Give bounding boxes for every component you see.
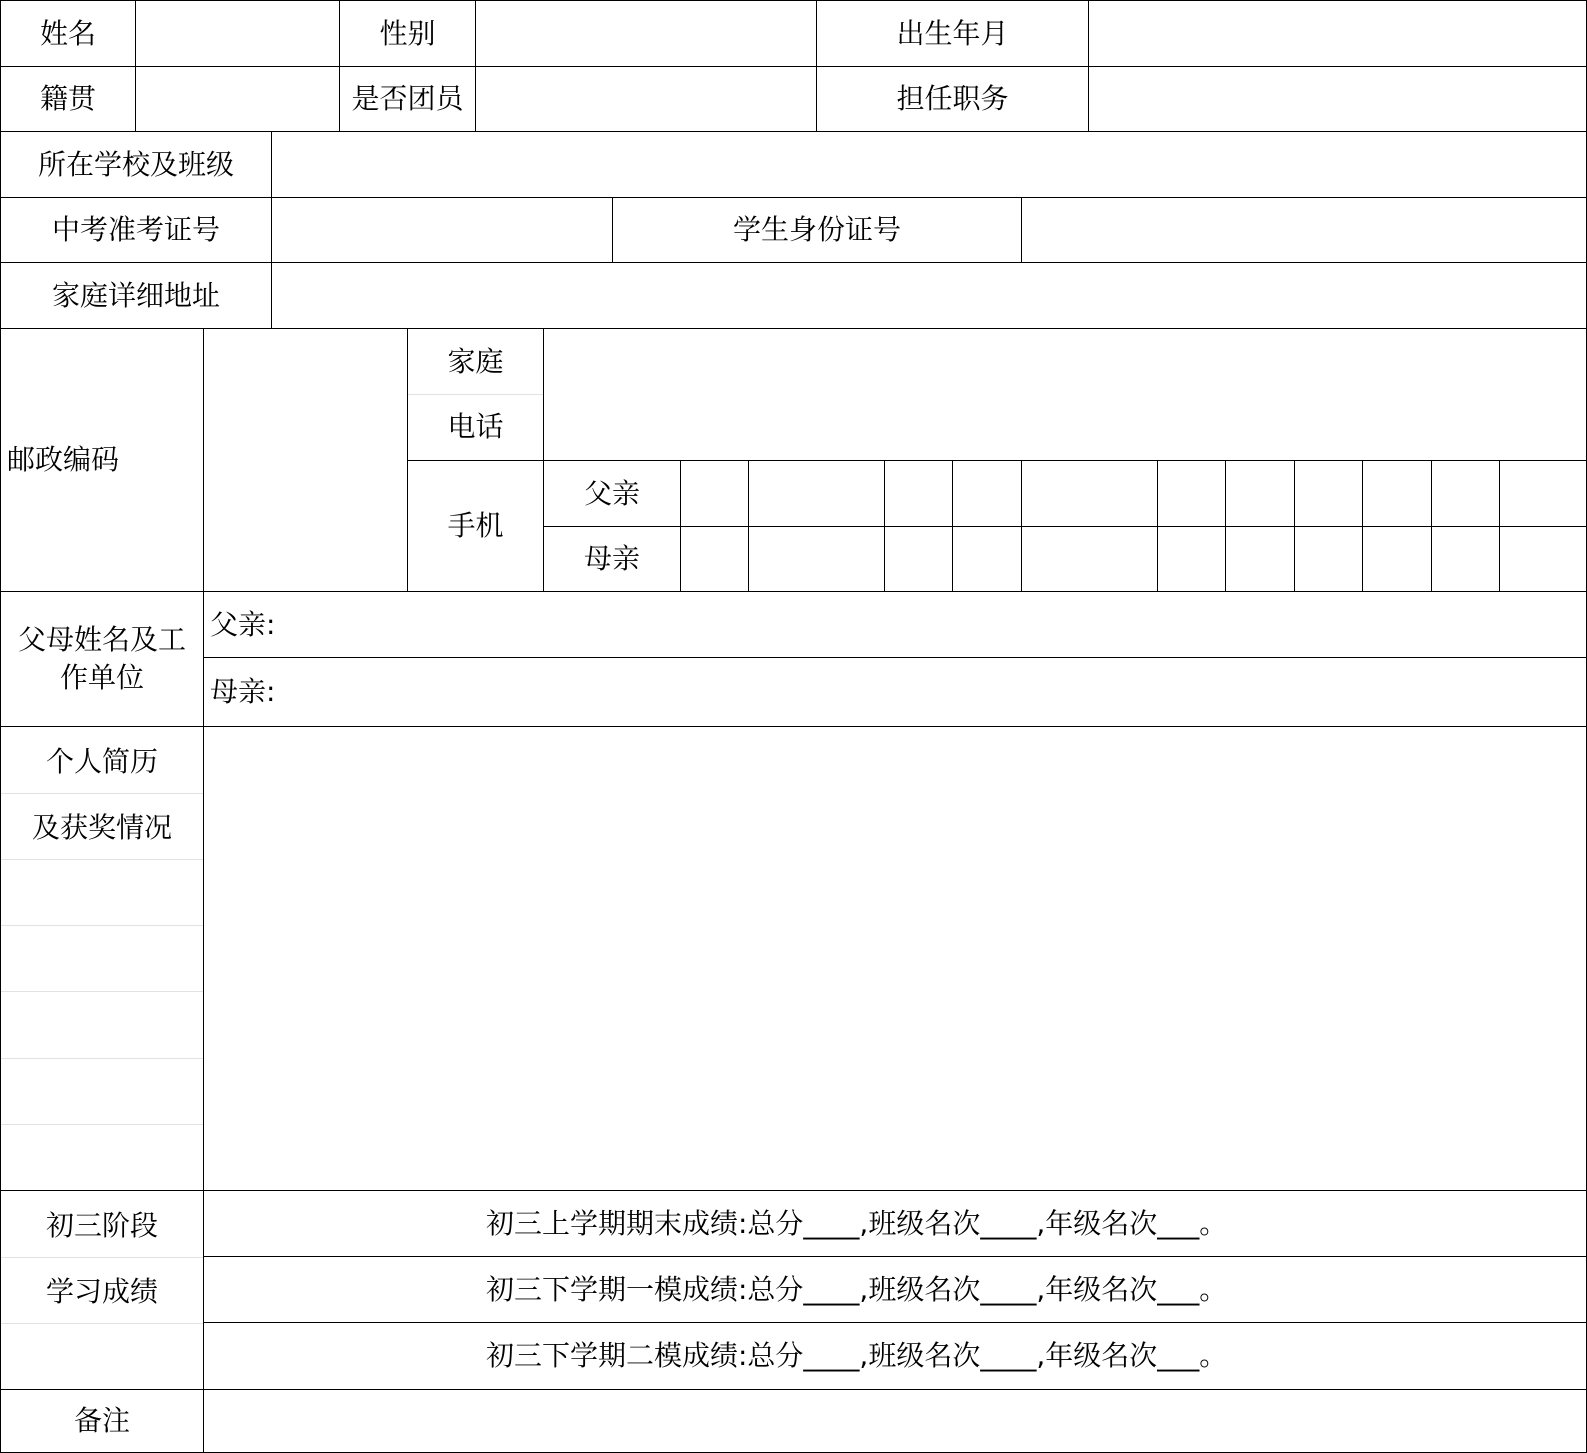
mobile-mother-label: 母亲 <box>543 526 681 592</box>
father-mobile-digit-box[interactable] <box>748 460 885 527</box>
father-mobile-digit-box[interactable] <box>680 460 749 527</box>
home-phone-field[interactable] <box>543 328 1587 461</box>
mobile-label: 手机 <box>407 460 544 592</box>
gender-label: 性别 <box>339 0 476 67</box>
native-place-field[interactable] <box>135 66 340 132</box>
mother-work-field[interactable]: 母亲: <box>203 657 1587 727</box>
grade-line-1[interactable] <box>203 1190 1587 1257</box>
grade-line-2[interactable] <box>203 1256 1587 1323</box>
mother-mobile-digit-box[interactable] <box>952 526 1022 592</box>
position-label: 担任职务 <box>816 66 1089 132</box>
birth-date-field[interactable] <box>1088 0 1587 67</box>
gender-field[interactable] <box>475 0 817 67</box>
father-mobile-digit-box[interactable] <box>1157 460 1226 527</box>
native-place-label: 籍贯 <box>0 66 136 132</box>
mother-mobile-digit-box[interactable] <box>1294 526 1363 592</box>
father-work-field[interactable]: 父亲: <box>203 591 1587 658</box>
exam-ticket-field[interactable] <box>271 197 613 263</box>
resume-field[interactable] <box>203 726 1587 1191</box>
faint-divider <box>1 859 203 860</box>
father-mobile-digit-box[interactable] <box>884 460 953 527</box>
faint-divider <box>1 793 203 794</box>
mother-mobile-digit-box[interactable] <box>680 526 749 592</box>
faint-divider <box>408 394 543 395</box>
grade-line-3[interactable] <box>203 1322 1587 1390</box>
parents-work-label: 父母姓名及工作单位 <box>0 591 204 727</box>
mother-mobile-digit-box[interactable] <box>748 526 885 592</box>
remarks-label: 备注 <box>0 1389 204 1453</box>
faint-divider <box>1 1124 203 1125</box>
league-member-label: 是否团员 <box>339 66 476 132</box>
faint-divider <box>1 1257 203 1258</box>
grades-label-line1: 初三阶段 <box>45 1209 158 1242</box>
faint-divider <box>1 925 203 926</box>
father-mobile-digit-box[interactable] <box>1021 460 1158 527</box>
mother-mobile-digit-box[interactable] <box>1499 526 1587 592</box>
mother-mobile-digit-box[interactable] <box>1157 526 1226 592</box>
league-member-field[interactable] <box>475 66 817 132</box>
grade-line-2-text: 初三下学期一模成绩:总分____,班级名次____,年级名次___。 <box>486 1272 1228 1306</box>
birth-date-label: 出生年月 <box>816 0 1089 67</box>
grade-line-1-text: 初三上学期期末成绩:总分____,班级名次____,年级名次___。 <box>486 1206 1228 1240</box>
father-mobile-digit-box[interactable] <box>1225 460 1295 527</box>
mother-mobile-digit-box[interactable] <box>1362 526 1432 592</box>
school-class-label: 所在学校及班级 <box>0 131 272 198</box>
resume-label-line1: 个人简历 <box>45 745 158 778</box>
mother-mobile-digit-box[interactable] <box>1225 526 1295 592</box>
grade-line-3-text: 初三下学期二模成绩:总分____,班级名次____,年级名次___。 <box>486 1339 1228 1373</box>
grades-label-line2: 学习成绩 <box>45 1275 158 1308</box>
mother-mobile-digit-box[interactable] <box>884 526 953 592</box>
student-id-label: 学生身份证号 <box>612 197 1022 263</box>
student-id-field[interactable] <box>1021 197 1587 263</box>
name-label: 姓名 <box>0 0 136 67</box>
mother-mobile-digit-box[interactable] <box>1021 526 1158 592</box>
father-mobile-digit-box[interactable] <box>952 460 1022 527</box>
faint-divider <box>1 1323 203 1324</box>
exam-ticket-label: 中考准考证号 <box>0 197 272 263</box>
home-phone-label-line1: 家庭 <box>447 344 504 378</box>
faint-divider <box>1 1058 203 1059</box>
school-class-field[interactable] <box>271 131 1587 198</box>
name-field[interactable] <box>135 0 340 67</box>
home-address-label: 家庭详细地址 <box>0 262 272 329</box>
home-address-field[interactable] <box>271 262 1587 329</box>
father-mobile-digit-box[interactable] <box>1431 460 1500 527</box>
postcode-label: 邮政编码 <box>0 328 204 592</box>
position-field[interactable] <box>1088 66 1587 132</box>
father-mobile-digit-box[interactable] <box>1499 460 1587 527</box>
faint-divider <box>1 991 203 992</box>
remarks-field[interactable] <box>203 1389 1587 1453</box>
mother-mobile-digit-box[interactable] <box>1431 526 1500 592</box>
mobile-father-label: 父亲 <box>543 460 681 527</box>
father-mobile-digit-box[interactable] <box>1294 460 1363 527</box>
father-mobile-digit-box[interactable] <box>1362 460 1432 527</box>
resume-label-line2: 及获奖情况 <box>31 811 172 844</box>
postcode-field[interactable] <box>203 328 408 592</box>
home-phone-label-line2: 电话 <box>447 410 504 444</box>
